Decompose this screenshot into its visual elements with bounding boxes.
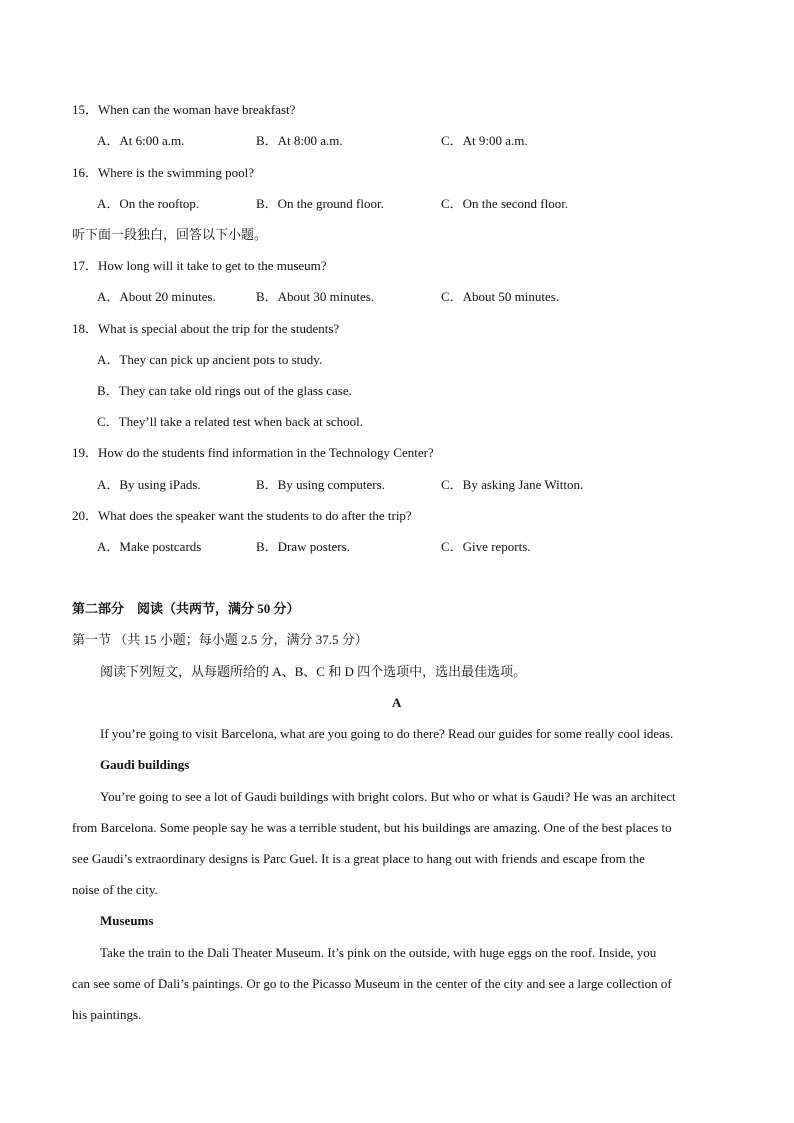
para1-line-1: You’re going to see a lot of Gaudi buildings with bright colors. But who or what is Gaudi? He was an architect <box>100 789 676 804</box>
section1-title: 第一节 （共 15 小题；每小题 2.5 分，满分 37.5 分） <box>72 632 368 647</box>
question-16: 16．Where is the swimming pool? <box>72 165 254 180</box>
q20-option-b: B．Draw posters. <box>256 539 350 554</box>
q20-option-a: A．Make postcards <box>97 539 202 554</box>
part2-title: 第二部分 阅读（共两节，满分 50 分） <box>72 601 300 616</box>
q17-option-c: C．About 50 minutes. <box>441 289 560 304</box>
q17-option-a: A．About 20 minutes. <box>97 289 216 304</box>
monologue-instruction: 听下面一段独白，回答以下小题。 <box>72 227 268 242</box>
q19-option-a: A．By using iPads. <box>97 477 201 492</box>
para2-line-2: can see some of Dali’s paintings. Or go to the Picasso Museum in the center of the city and see a large collection of <box>72 976 672 991</box>
reading-instruction: 阅读下列短文，从每题所给的 A、B、C 和 D 四个选项中，选出最佳选项。 <box>100 664 527 679</box>
question-17: 17．How long will it take to get to the museum? <box>72 258 327 273</box>
question-19: 19．How do the students find information in the Technology Center? <box>72 445 434 460</box>
question-18: 18．What is special about the trip for the students? <box>72 321 340 336</box>
para2-line-1: Take the train to the Dali Theater Museum. It’s pink on the outside, with huge eggs on the roof. Inside, you <box>100 945 657 960</box>
q15-option-c: C．At 9:00 a.m. <box>441 133 528 148</box>
q18-option-a: A．They can pick up ancient pots to study. <box>97 352 323 367</box>
heading-gaudi-buildings: Gaudi buildings <box>100 757 190 772</box>
q16-option-b: B．On the ground floor. <box>256 196 384 211</box>
q19-option-c: C．By asking Jane Witton. <box>441 477 584 492</box>
q18-option-c: C．They’ll take a related test when back at school. <box>97 414 364 429</box>
q15-option-a: A．At 6:00 a.m. <box>97 133 185 148</box>
heading-museums: Museums <box>100 913 154 928</box>
para2-line-3: his paintings. <box>72 1007 142 1022</box>
q19-option-b: B．By using computers. <box>256 477 385 492</box>
q16-option-a: A．On the rooftop. <box>97 196 200 211</box>
para1-line-4: noise of the city. <box>72 882 158 897</box>
q18-option-b: B．They can take old rings out of the glass case. <box>97 383 352 398</box>
question-15: 15．When can the woman have breakfast? <box>72 102 296 117</box>
q16-option-c: C．On the second floor. <box>441 196 569 211</box>
para1-line-3: see Gaudi’s extraordinary designs is Parc Guel. It is a great place to hang out with friends and escape from the <box>72 851 645 866</box>
q15-option-b: B．At 8:00 a.m. <box>256 133 343 148</box>
q17-option-b: B．About 30 minutes. <box>256 289 375 304</box>
passage-label: A <box>392 695 402 710</box>
question-20: 20．What does the speaker want the students to do after the trip? <box>72 508 412 523</box>
q20-option-c: C．Give reports. <box>441 539 531 554</box>
para1-line-2: from Barcelona. Some people say he was a terrible student, but his buildings are amazing. One of the best places to <box>72 820 672 835</box>
passage-intro: If you’re going to visit Barcelona, what are you going to do there? Read our guides for some really cool ideas. <box>100 726 674 741</box>
